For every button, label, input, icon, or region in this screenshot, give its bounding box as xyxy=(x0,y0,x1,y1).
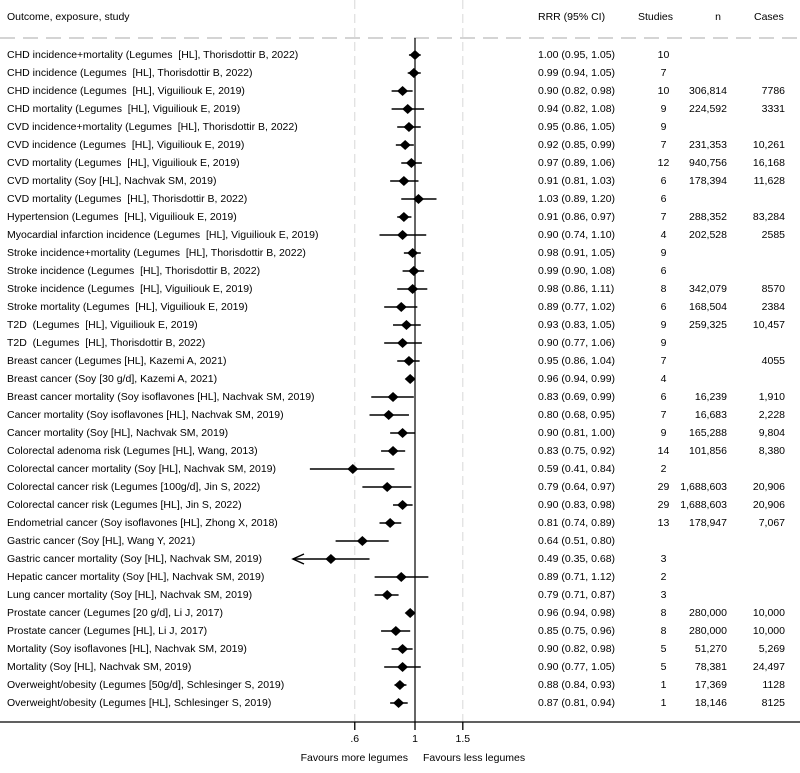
studies-value: 9 xyxy=(660,103,667,115)
rrr-value: 0.99 (0.94, 1.05) xyxy=(538,67,616,79)
rrr-value: 0.85 (0.75, 0.96) xyxy=(538,625,616,637)
row-label: Mortality (Soy [HL], Nachvak SM, 2019) xyxy=(7,661,192,673)
studies-value: 8 xyxy=(660,625,667,637)
n-value: 178,394 xyxy=(689,175,727,187)
row-label: Endometrial cancer (Soy isoflavones [HL], Zhong X, 2018) xyxy=(7,517,278,529)
studies-value: 7 xyxy=(660,139,667,151)
point-estimate-diamond xyxy=(390,626,401,636)
studies-value: 8 xyxy=(660,607,667,619)
n-value: 16,239 xyxy=(694,391,727,403)
point-estimate-diamond xyxy=(382,482,393,492)
cases-value: 10,457 xyxy=(752,319,785,331)
rrr-value: 0.90 (0.82, 0.98) xyxy=(538,643,616,655)
cases-value xyxy=(700,550,785,568)
point-estimate-diamond xyxy=(400,140,411,150)
studies-value: 6 xyxy=(660,391,667,403)
rrr-value: 0.90 (0.83, 0.98) xyxy=(538,499,616,511)
row-label: CVD incidence (Legumes [HL], Viguiliouk E, 2019) xyxy=(7,139,245,151)
cases-value xyxy=(700,118,785,136)
row-label: Prostate cancer (Legumes [HL], Li J, 2017) xyxy=(7,625,208,637)
row-label: CVD mortality (Legumes [HL], Thorisdottir B, 2022) xyxy=(7,193,248,205)
rrr-value: 0.99 (0.90, 1.08) xyxy=(538,265,616,277)
studies-value: 29 xyxy=(657,481,670,493)
row-label: Colorectal cancer mortality (Soy [HL], Nachvak SM, 2019) xyxy=(7,463,277,475)
point-estimate-diamond xyxy=(397,662,408,672)
n-value: 280,000 xyxy=(689,625,727,637)
rrr-value: 0.98 (0.86, 1.11) xyxy=(538,283,615,295)
point-estimate-diamond xyxy=(403,122,414,132)
point-estimate-diamond xyxy=(405,608,416,618)
studies-value: 29 xyxy=(657,499,670,511)
row-label: Mortality (Soy isoflavones [HL], Nachvak SM, 2019) xyxy=(7,643,247,655)
point-estimate-diamond xyxy=(406,158,417,168)
cases-value xyxy=(700,568,785,586)
row-label: Colorectal cancer risk (Legumes [HL], Jin S, 2022) xyxy=(7,499,242,511)
row-label: CHD mortality (Legumes [HL], Viguiliouk E, 2019) xyxy=(7,103,241,115)
cases-value xyxy=(700,244,785,262)
n-value: 51,270 xyxy=(694,643,727,655)
cases-value: 2,228 xyxy=(758,409,785,421)
cases-value: 16,168 xyxy=(752,157,785,169)
rrr-value: 1.03 (0.89, 1.20) xyxy=(538,193,616,205)
ci-clip-arrow-left-icon xyxy=(293,554,304,564)
point-estimate-diamond xyxy=(385,518,396,528)
cases-value xyxy=(700,64,785,82)
rrr-value: 0.94 (0.82, 1.08) xyxy=(538,103,616,115)
rrr-value: 0.93 (0.83, 1.05) xyxy=(538,319,616,331)
n-value: 16,683 xyxy=(694,409,727,421)
studies-value: 7 xyxy=(660,409,667,421)
cases-value: 8125 xyxy=(761,697,785,709)
n-value: 78,381 xyxy=(694,661,727,673)
rrr-value: 0.91 (0.81, 1.03) xyxy=(538,175,616,187)
rrr-value: 0.90 (0.82, 0.98) xyxy=(538,85,616,97)
n-value: 17,369 xyxy=(694,679,727,691)
rrr-value: 0.83 (0.75, 0.92) xyxy=(538,445,616,457)
point-estimate-diamond xyxy=(413,194,424,204)
row-label: CHD incidence (Legumes [HL], Viguiliouk E, 2019) xyxy=(7,85,245,97)
rrr-value: 0.90 (0.77, 1.05) xyxy=(538,661,616,673)
row-label: Breast cancer (Legumes [HL], Kazemi A, 2021) xyxy=(7,355,227,367)
cases-value: 5,269 xyxy=(758,643,785,655)
row-label: Stroke mortality (Legumes [HL], Viguiliouk E, 2019) xyxy=(7,301,248,313)
studies-value: 5 xyxy=(660,661,667,673)
point-estimate-diamond xyxy=(402,104,413,114)
n-value: 1,688,603 xyxy=(680,499,727,511)
point-estimate-diamond xyxy=(408,68,419,78)
cases-value xyxy=(700,460,785,478)
point-estimate-diamond xyxy=(397,230,408,240)
row-label: Prostate cancer (Legumes [20 g/d], Li J, 2017) xyxy=(7,607,223,619)
n-value: 940,756 xyxy=(689,157,727,169)
rrr-value: 0.97 (0.89, 1.06) xyxy=(538,157,616,169)
cases-value xyxy=(700,334,785,352)
cases-value: 20,906 xyxy=(752,499,785,511)
cases-value: 20,906 xyxy=(752,481,785,493)
studies-value: 5 xyxy=(660,643,667,655)
row-label: Hypertension (Legumes [HL], Viguiliouk E, 2019) xyxy=(7,211,237,223)
point-estimate-diamond xyxy=(398,176,409,186)
row-label: Lung cancer mortality (Soy [HL], Nachvak SM, 2019) xyxy=(7,589,253,601)
point-estimate-diamond xyxy=(405,374,416,384)
studies-value: 13 xyxy=(657,517,670,529)
n-value: 342,079 xyxy=(689,283,727,295)
row-label: Hepatic cancer mortality (Soy [HL], Nachvak SM, 2019) xyxy=(7,571,265,583)
studies-value: 1 xyxy=(660,679,667,691)
cases-value: 10,000 xyxy=(752,607,785,619)
row-label: Cancer mortality (Soy isoflavones [HL], Nachvak SM, 2019) xyxy=(7,409,284,421)
n-value: 306,814 xyxy=(689,85,727,97)
x-tick-label: 1 xyxy=(412,733,418,745)
studies-value: 3 xyxy=(660,553,667,565)
rrr-value: 0.87 (0.81, 0.94) xyxy=(538,697,616,709)
cases-value: 10,000 xyxy=(752,625,785,637)
studies-value: 8 xyxy=(660,283,667,295)
row-label: CHD incidence (Legumes [HL], Thorisdottir B, 2022) xyxy=(7,67,253,79)
rrr-value: 1.00 (0.95, 1.05) xyxy=(538,49,616,61)
rrr-value: 0.98 (0.91, 1.05) xyxy=(538,247,616,259)
point-estimate-diamond xyxy=(397,644,408,654)
rrr-value: 0.96 (0.94, 0.99) xyxy=(538,373,616,385)
column-header-n: n xyxy=(715,11,721,23)
point-estimate-diamond xyxy=(393,698,404,708)
point-estimate-diamond xyxy=(382,590,393,600)
point-estimate-diamond xyxy=(407,284,418,294)
row-label: CVD incidence+mortality (Legumes [HL], Thorisdottir B, 2022) xyxy=(7,121,298,133)
rrr-value: 0.81 (0.74, 0.89) xyxy=(538,517,616,529)
row-label: Colorectal cancer risk (Legumes [100g/d], Jin S, 2022) xyxy=(7,481,261,493)
studies-value: 9 xyxy=(660,319,667,331)
studies-value: 6 xyxy=(660,193,667,205)
point-estimate-diamond xyxy=(403,356,414,366)
studies-value: 4 xyxy=(660,373,667,385)
n-value: 259,325 xyxy=(689,319,727,331)
studies-value: 10 xyxy=(657,85,670,97)
point-estimate-diamond xyxy=(401,320,412,330)
row-label: Myocardial infarction incidence (Legumes [HL], Viguiliouk E, 2019) xyxy=(7,229,319,241)
studies-value: 6 xyxy=(660,301,667,313)
row-label: CVD mortality (Legumes [HL], Viguiliouk E, 2019) xyxy=(7,157,240,169)
cases-value: 4055 xyxy=(761,355,785,367)
studies-value: 9 xyxy=(660,121,667,133)
point-estimate-diamond xyxy=(397,338,408,348)
point-estimate-diamond xyxy=(410,50,421,60)
row-label: Colorectal adenoma risk (Legumes [HL], Wang, 2013) xyxy=(7,445,258,457)
cases-value: 24,497 xyxy=(752,661,785,673)
point-estimate-diamond xyxy=(408,266,419,276)
cases-value: 83,284 xyxy=(752,211,785,223)
rrr-value: 0.95 (0.86, 1.04) xyxy=(538,355,616,367)
studies-value: 9 xyxy=(660,247,667,259)
rrr-value: 0.49 (0.35, 0.68) xyxy=(538,553,616,565)
row-label: Overweight/obesity (Legumes [50g/d], Schlesinger S, 2019) xyxy=(7,679,285,691)
cases-value: 7,067 xyxy=(758,517,785,529)
point-estimate-diamond xyxy=(397,500,408,510)
n-value: 224,592 xyxy=(689,103,727,115)
point-estimate-diamond xyxy=(383,410,394,420)
row-label: Cancer mortality (Soy [HL], Nachvak SM, 2019) xyxy=(7,427,229,439)
row-label: Overweight/obesity (Legumes [HL], Schlesinger S, 2019) xyxy=(7,697,272,709)
row-label: CVD mortality (Soy [HL], Nachvak SM, 2019) xyxy=(7,175,217,187)
studies-value: 12 xyxy=(657,157,670,169)
favours-less-label: Favours less legumes xyxy=(423,752,526,764)
rrr-value: 0.96 (0.94, 0.98) xyxy=(538,607,616,619)
point-estimate-diamond xyxy=(388,446,399,456)
cases-value xyxy=(700,586,785,604)
x-tick-label: .6 xyxy=(350,733,360,745)
n-value: 231,353 xyxy=(689,139,727,151)
cases-value: 9,804 xyxy=(758,427,785,439)
rrr-value: 0.59 (0.41, 0.84) xyxy=(538,463,616,475)
point-estimate-diamond xyxy=(397,86,408,96)
x-tick-label: 1.5 xyxy=(455,733,471,745)
point-estimate-diamond xyxy=(325,554,336,564)
studies-value: 1 xyxy=(660,697,667,709)
point-estimate-diamond xyxy=(397,428,408,438)
favours-more-label: Favours more legumes xyxy=(300,752,408,764)
cases-value: 2585 xyxy=(761,229,785,241)
row-label: Stroke incidence (Legumes [HL], Thorisdottir B, 2022) xyxy=(7,265,261,277)
studies-value: 2 xyxy=(660,571,667,583)
column-header-cases: Cases xyxy=(754,11,784,23)
n-value: 101,856 xyxy=(689,445,727,457)
row-label: T2D (Legumes [HL], Viguiliouk E, 2019) xyxy=(7,319,198,331)
rrr-value: 0.92 (0.85, 0.99) xyxy=(538,139,616,151)
row-label: Gastric cancer (Soy [HL], Wang Y, 2021) xyxy=(7,535,196,547)
rrr-value: 0.91 (0.86, 0.97) xyxy=(538,211,616,223)
studies-value: 14 xyxy=(657,445,670,457)
rrr-value: 0.90 (0.81, 1.00) xyxy=(538,427,616,439)
cases-value: 7786 xyxy=(761,85,785,97)
column-header-studies: Studies xyxy=(637,11,674,23)
rrr-value: 0.89 (0.77, 1.02) xyxy=(538,301,616,313)
rrr-value: 0.89 (0.71, 1.12) xyxy=(538,571,616,583)
studies-value: 9 xyxy=(660,427,667,439)
rrr-value: 0.90 (0.74, 1.10) xyxy=(538,229,616,241)
n-value: 18,146 xyxy=(694,697,727,709)
n-value: 1,688,603 xyxy=(680,481,727,493)
column-header-rrr: RRR (95% CI) xyxy=(538,11,606,23)
row-label: Stroke incidence (Legumes [HL], Viguiliouk E, 2019) xyxy=(7,283,253,295)
n-value: 288,352 xyxy=(689,211,727,223)
cases-value xyxy=(700,190,785,208)
rrr-value: 0.88 (0.84, 0.93) xyxy=(538,679,616,691)
studies-value: 6 xyxy=(660,265,667,277)
cases-value: 11,628 xyxy=(753,175,785,187)
studies-value: 3 xyxy=(660,589,667,601)
point-estimate-diamond xyxy=(388,392,399,402)
cases-value xyxy=(700,46,785,64)
studies-value: 7 xyxy=(660,67,667,79)
studies-value: 4 xyxy=(660,229,667,241)
n-value: 165,288 xyxy=(689,427,727,439)
row-label: T2D (Legumes [HL], Thorisdottir B, 2022) xyxy=(7,337,206,349)
studies-value: 7 xyxy=(660,355,667,367)
studies-value: 2 xyxy=(660,463,667,475)
n-value: 178,947 xyxy=(689,517,727,529)
cases-value xyxy=(700,370,785,388)
row-label: CHD incidence+mortality (Legumes [HL], Thorisdottir B, 2022) xyxy=(7,49,299,61)
row-label: Breast cancer (Soy [30 g/d], Kazemi A, 2021) xyxy=(7,373,218,385)
cases-value: 1,910 xyxy=(758,391,785,403)
cases-value xyxy=(700,262,785,280)
rrr-value: 0.80 (0.68, 0.95) xyxy=(538,409,616,421)
point-estimate-diamond xyxy=(398,212,409,222)
row-label: Breast cancer mortality (Soy isoflavones [HL], Nachvak SM, 2019) xyxy=(7,391,315,403)
n-value: 202,528 xyxy=(689,229,727,241)
cases-value: 8570 xyxy=(761,283,785,295)
studies-value: 9 xyxy=(660,337,667,349)
cases-value: 8,380 xyxy=(758,445,785,457)
point-estimate-diamond xyxy=(396,302,407,312)
cases-value: 3331 xyxy=(761,103,785,115)
point-estimate-diamond xyxy=(394,680,405,690)
rrr-value: 0.79 (0.71, 0.87) xyxy=(538,589,616,601)
n-value: 280,000 xyxy=(689,607,727,619)
rrr-value: 0.79 (0.64, 0.97) xyxy=(538,481,616,493)
cases-value: 2384 xyxy=(761,301,785,313)
row-label: Gastric cancer mortality (Soy [HL], Nachvak SM, 2019) xyxy=(7,553,262,565)
studies-value: 6 xyxy=(660,175,667,187)
cases-value: 1128 xyxy=(762,679,785,691)
rrr-value: 0.95 (0.86, 1.05) xyxy=(538,121,616,133)
rrr-value: 0.64 (0.51, 0.80) xyxy=(538,535,616,547)
cases-value xyxy=(700,532,785,550)
point-estimate-diamond xyxy=(347,464,358,474)
row-label: Stroke incidence+mortality (Legumes [HL], Thorisdottir B, 2022) xyxy=(7,247,306,259)
point-estimate-diamond xyxy=(407,248,418,258)
studies-value: 7 xyxy=(660,211,667,223)
point-estimate-diamond xyxy=(396,572,407,582)
column-header-outcome: Outcome, exposure, study xyxy=(7,11,130,23)
point-estimate-diamond xyxy=(357,536,368,546)
rrr-value: 0.83 (0.69, 0.99) xyxy=(538,391,616,403)
rrr-value: 0.90 (0.77, 1.06) xyxy=(538,337,616,349)
studies-value: 10 xyxy=(657,49,670,61)
cases-value: 10,261 xyxy=(752,139,785,151)
n-value: 168,504 xyxy=(689,301,727,313)
